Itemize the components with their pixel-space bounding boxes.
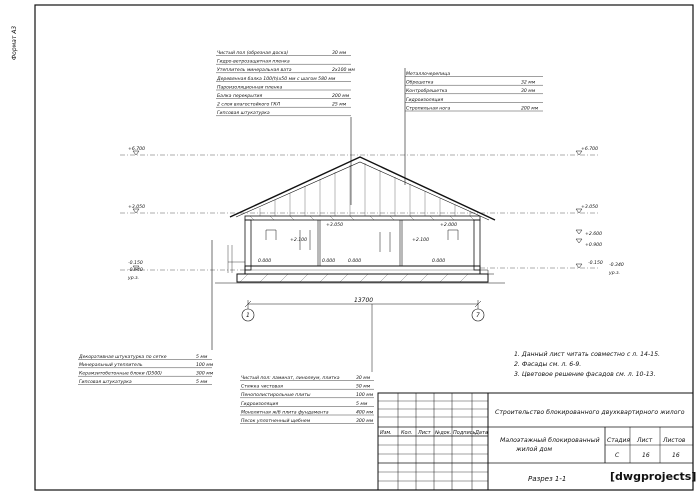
floor-callout: [240, 375, 374, 424]
floor-callout-label: Гидроизоляция: [241, 401, 279, 407]
metal-callout: [405, 71, 543, 111]
tb-project: Строительство блокированного двухквартирного жилого: [495, 409, 685, 416]
dimension-value: 13700: [354, 297, 374, 304]
tb-col-ndok: №док.: [435, 430, 452, 436]
wall-callout-label: Гипсовая штукатурка: [79, 380, 132, 385]
tb-col-izm: Изм.: [380, 430, 392, 436]
building-section: [215, 157, 505, 283]
room-elev-2000: +2.000: [440, 223, 458, 228]
metal-callout-label: Металлочерепица: [406, 72, 451, 77]
floor-callout-value: 300 мм: [356, 419, 374, 424]
wall-callout-label: Минеральный утеплитель: [79, 363, 143, 369]
tb-sheets-header: Листов: [663, 437, 686, 444]
elev-right-m0340: -0.340: [609, 263, 624, 268]
wall-callout-value: 5 мм: [196, 354, 208, 360]
room-elev-3050: +3.050: [326, 223, 344, 228]
tb-col-list: Лист: [418, 430, 431, 436]
metal-callout-value: 32 мм: [521, 80, 536, 86]
room-elev-2100-b: +2.100: [412, 238, 430, 243]
tb-stage-header: Стадия: [607, 437, 631, 444]
tb-building: Малоэтажный блокированный жилой дом: [500, 437, 600, 453]
wall-callout-value: 300 мм: [196, 371, 214, 377]
roof-callout-label: 2 слоя влагостойкого ГКЛ: [217, 102, 281, 108]
roof-callout-value: 2х100 мм: [332, 68, 355, 74]
axis-label-1: 1: [246, 312, 250, 319]
roof-callout-label: Балка перекрытия: [217, 94, 263, 99]
roof-callout-label: Деревянная балка 100(h)х50 мм с шагом 580 мм: [217, 76, 336, 82]
roof-callout-label: Гипсовая штукатурка: [217, 111, 270, 117]
elev-roof-right: +6.700: [581, 147, 599, 152]
floor-elev-4: 0.000: [432, 259, 446, 264]
floor-callout-label: Чистый пол: ламинат, линолеум, плитка: [241, 376, 340, 381]
roof-callout-value: 30 мм: [332, 51, 347, 56]
metal-callout-value: 200 мм: [521, 106, 539, 112]
tb-logo: [dwgprojects]: [610, 470, 697, 483]
wall-callout: [78, 354, 214, 385]
roof-callout-label: Пароизоляционная пленка: [217, 85, 283, 91]
level-lines: [120, 155, 603, 270]
sheet-format-label: Формат А3: [11, 25, 18, 60]
roof-callout-label: Гидро-ветрозащитная пленка: [217, 59, 290, 65]
metal-callout-label: Обрешетка: [406, 80, 434, 86]
tb-sheet: 16: [642, 452, 650, 459]
elev-right-ur: ур.з.: [609, 271, 620, 276]
floor-callout-label: Пенополистирольные плиты: [241, 393, 311, 399]
elev-left-ur: ур.з.: [128, 276, 139, 281]
tb-stage: С: [615, 452, 620, 459]
floor-callout-label: Стяжка чистовая: [241, 384, 283, 390]
floor-callout-value: 30 мм: [356, 376, 371, 381]
floor-elev-3: 0.000: [348, 259, 362, 264]
floor-elev-2: 0.000: [322, 259, 336, 264]
note-3: 3. Цветовое решение фасадов см. л. 10-13.: [514, 371, 656, 378]
wall-callout-value: 5 мм: [196, 380, 208, 385]
tb-sheet-title: Разрез 1-1: [528, 475, 567, 483]
elev-ceiling-right: +3.050: [581, 205, 599, 210]
tb-sheets: 16: [672, 452, 680, 459]
wall-callout-label: Керамзитобетонные блоки (D500): [79, 371, 162, 377]
tb-col-podpis: Подпись: [453, 430, 476, 436]
tb-col-data: Дата: [475, 430, 488, 436]
elev-right-0900: +0.900: [585, 243, 603, 248]
floor-callout-value: 5 мм: [356, 401, 368, 407]
floor-callout-label: Монолитная ж/б плита фундамента: [241, 410, 329, 416]
roof-callout-value: 25 мм: [332, 102, 347, 108]
roof-callout: [216, 50, 355, 116]
elev-left-m0640: -0.640: [128, 268, 143, 273]
floor-callout-value: 400 мм: [356, 410, 374, 416]
floor-callout-value: 50 мм: [356, 384, 371, 390]
metal-callout-label: Стропильная нога: [406, 106, 451, 112]
elev-roof-left: +6.700: [128, 147, 146, 152]
roof-callout-label: Утеплитель минеральная вата: [217, 68, 292, 74]
roof-callout-label: Чистый пол (обрезная доска): [217, 51, 289, 56]
floor-elev-1: 0.000: [258, 259, 272, 264]
note-2: 2. Фасады см. л. 6-9.: [514, 361, 582, 368]
metal-callout-value: 30 мм: [521, 89, 536, 95]
wall-callout-label: Декоративная штукатурка по сетке: [79, 354, 167, 360]
elev-ceiling-left: +3.050: [128, 205, 146, 210]
elev-right-2600: +2.600: [585, 232, 603, 237]
floor-callout-value: 100 мм: [356, 393, 374, 399]
metal-callout-label: Гидроизоляция: [406, 97, 444, 103]
axis-label-7: 7: [476, 312, 480, 319]
wall-callout-value: 100 мм: [196, 363, 214, 369]
room-elev-2100-a: +2.100: [290, 238, 308, 243]
roof-callout-value: 200 мм: [332, 94, 350, 99]
elev-right-m0150: -0.150: [588, 261, 603, 266]
tb-sheet-header: Лист: [637, 437, 653, 444]
tb-col-kol: Кол.: [401, 430, 413, 436]
note-1: 1. Данный лист читать совместно с л. 14-15.: [514, 351, 661, 358]
elevation-markers: [133, 151, 582, 270]
elev-left-m0150: -0.150: [128, 261, 143, 266]
metal-callout-label: Контробрешетка: [406, 89, 448, 95]
floor-callout-label: Песок уплотненный щебнем: [241, 419, 311, 424]
dimension-line: [245, 300, 481, 372]
